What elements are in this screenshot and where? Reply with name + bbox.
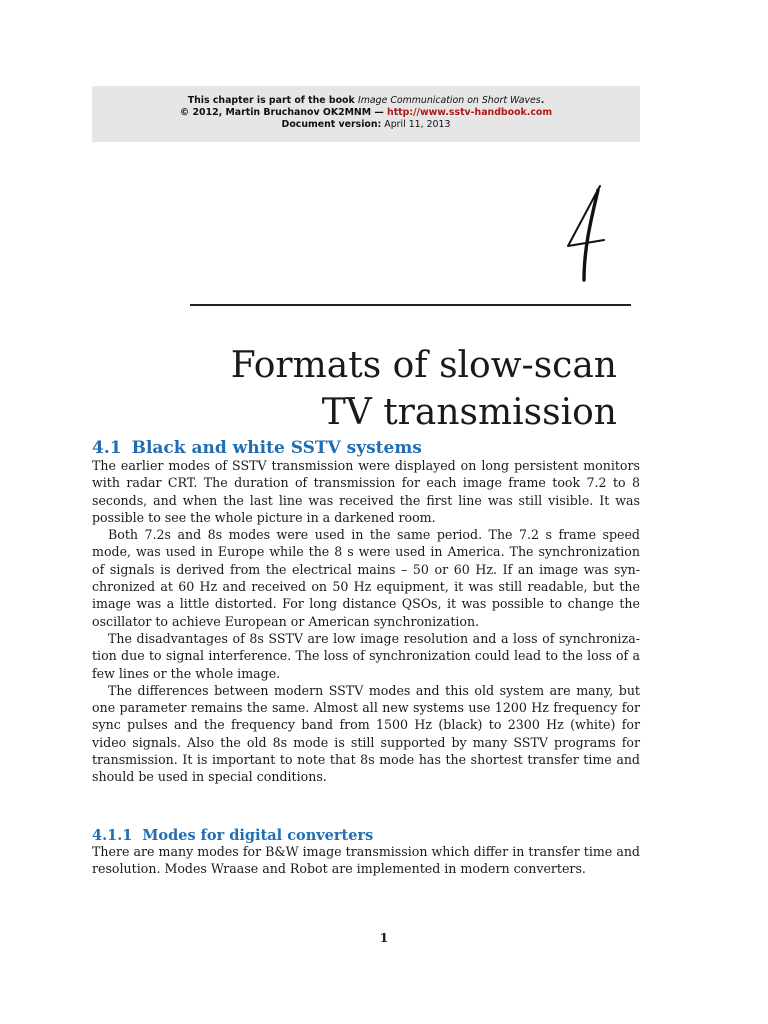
banner-copyright: © 2012, Martin Bruchanov OK2MNM — [179, 107, 388, 119]
paragraph: Both 7.2s and 8s modes were used in the same period. The 7.2 s frame speed mode, was used in Europe while the 8 s were used in America. The synchronization of signals is derived from the electrical mains – 50 or 60 Hz. If an image was synchronized at 60 Hz and received on 50 Hz equipment, it was still readable, but the image was a little distorted. For long distance QSOs, it was possible to change the oscillator to achieve European or American synchronization. [92, 527, 640, 629]
page-number: 1 [379, 930, 389, 945]
chapter-number [540, 176, 620, 286]
paragraph: The disadvantages of 8s SSTV are low image resolution and a loss of synchronization due to signal interference. The loss of synchronization could lead to the loss of a few lines or the whole image. [92, 630, 640, 681]
chapter-title-line-1: Formats of slow-scan [230, 345, 617, 387]
chapter-title [150, 342, 617, 436]
banner-version-label: Document version: [281, 119, 382, 131]
banner-suffix: . [540, 95, 545, 106]
section-title: Black and white SSTV systems [131, 438, 422, 459]
banner-version-value: April 11, 2013 [381, 119, 451, 131]
subsection-body [92, 843, 640, 878]
banner-line-copyright [92, 107, 640, 119]
chapter-info-banner [92, 86, 640, 142]
banner-url-link[interactable]: http://www.sstv-handbook.com [387, 107, 553, 119]
subsection-title: Modes for digital converters [142, 826, 374, 844]
banner-book-title: Image Communication on Short Waves [357, 95, 541, 106]
chapter-title-line-2: TV transmission [321, 392, 617, 434]
chapter-title-rule [190, 304, 631, 306]
paragraph: There are many modes for B&W image transmission which differ in transfer time and resolution. Modes Wraase and Robot are implemented in modern converters. [92, 844, 640, 877]
banner-line-book [92, 95, 640, 107]
banner-line-version [92, 119, 640, 131]
section-body [92, 457, 640, 786]
subsection-number: 4.1.1 [92, 826, 133, 844]
subsection-heading [92, 827, 373, 844]
paragraph: The differences between modern SSTV modes and this old system are many, but one parameter remains the same. Almost all new systems use 1200 Hz frequency for sync pulses and the frequency band from 1500 Hz (black) to 2300 Hz (white) for video signals. Also the old 8s mode is still supported by many SSTV programs for transmission. It is important to note that 8s mode has the shortest transfer time and should be used in special conditions. [92, 682, 640, 785]
section-number: 4.1 [92, 438, 122, 459]
paragraph: The earlier modes of SSTV transmission were displayed on long persistent monitors with radar CRT. The duration of transmission for each image frame took 7.2 to 8 seconds, and when the last line was received the first line was still visible. It was possible to see the whole picture in a darkened room. [92, 458, 640, 525]
section-heading [92, 438, 422, 458]
banner-prefix: This chapter is part of the book [187, 95, 358, 106]
